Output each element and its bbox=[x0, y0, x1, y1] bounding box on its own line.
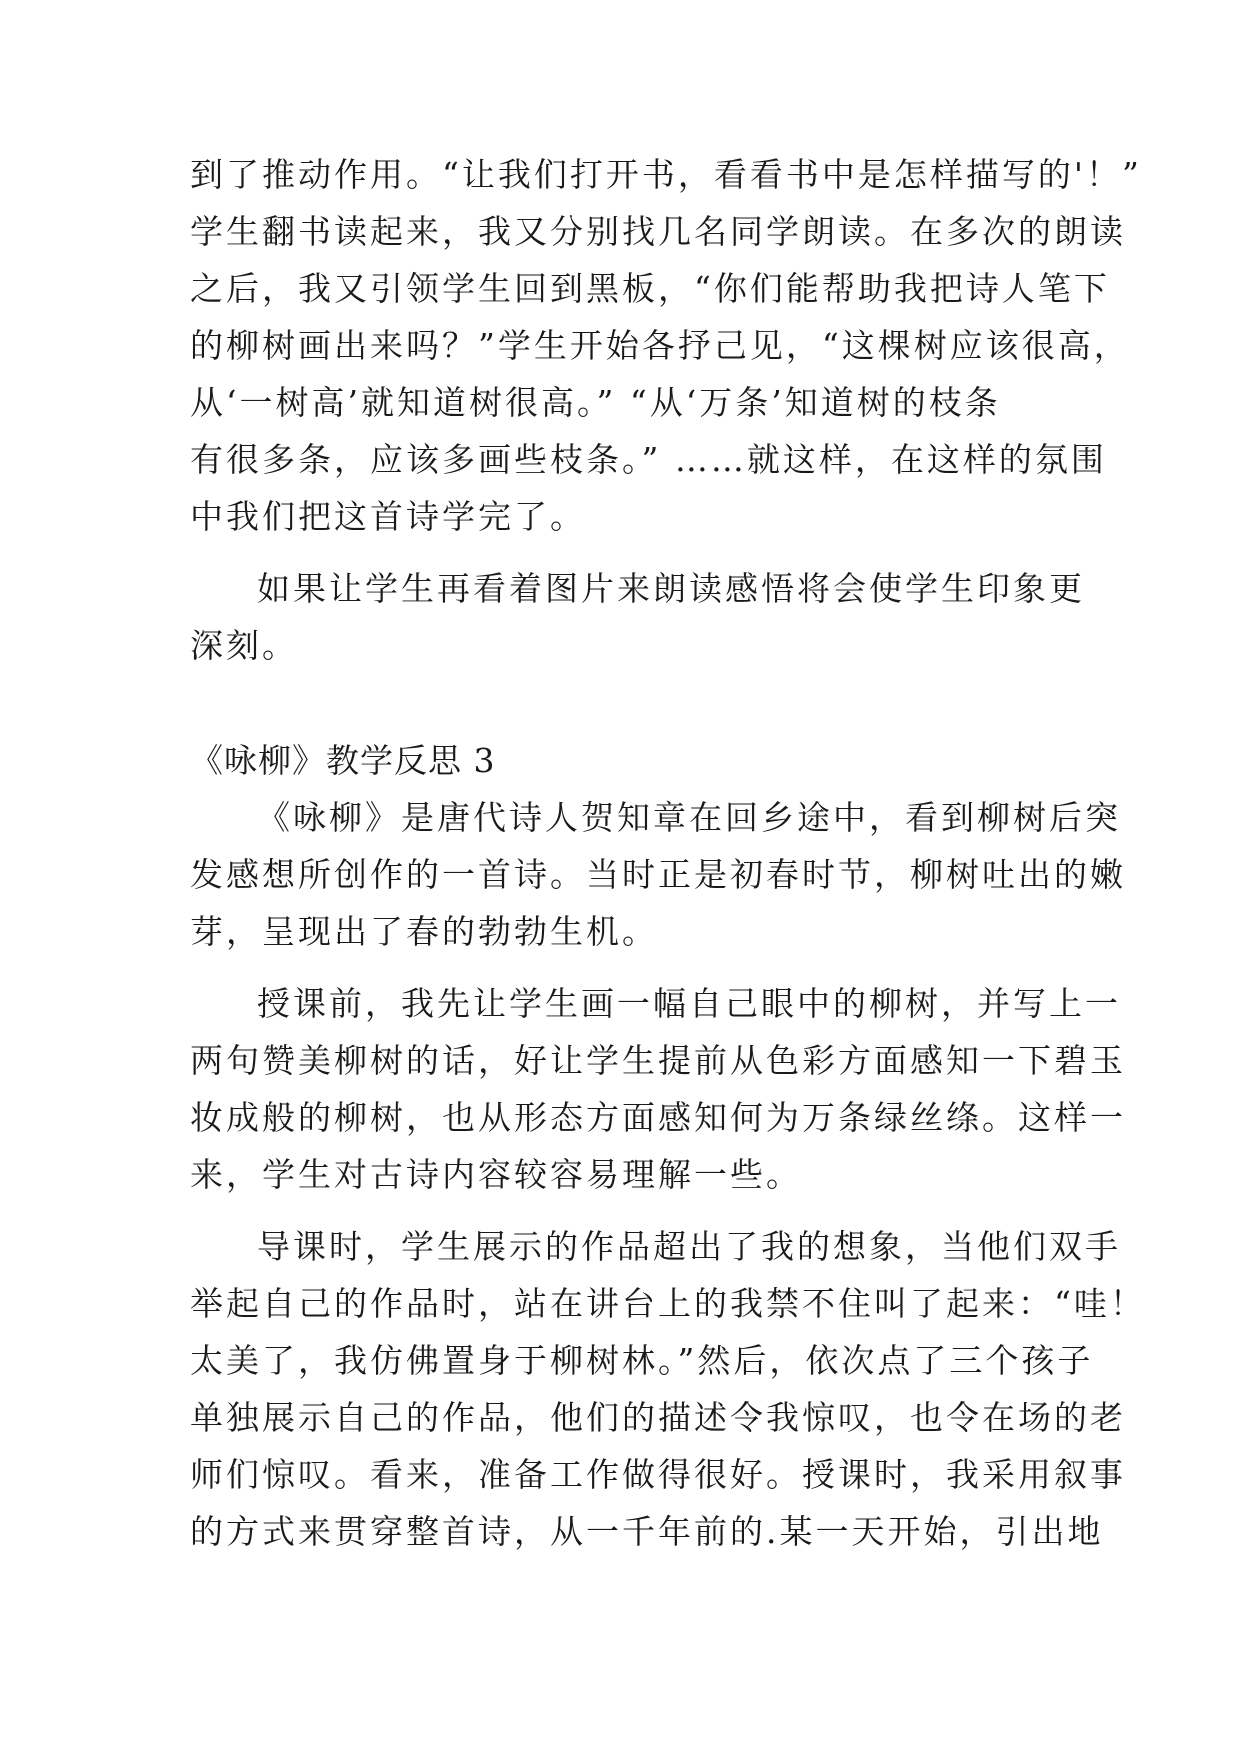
paragraph-line: 到了推动作用。“让我们打开书，看看书中是怎样描写的'！” bbox=[190, 155, 1142, 194]
paragraph-line: 师们惊叹。看来，准备工作做得很好。授课时，我采用叙事 bbox=[190, 1455, 1126, 1494]
paragraph-line: 从‘一树高’就知道树很高。” “从‘万条’知道树的枝条 bbox=[190, 383, 1001, 422]
paragraph-line: 芽，呈现出了春的勃勃生机。 bbox=[190, 912, 658, 951]
paragraph-line: 太美了，我仿佛置身于柳树林。”然后，依次点了三个孩子 bbox=[190, 1341, 1094, 1380]
paragraph-line: 两句赞美柳树的话，好让学生提前从色彩方面感知一下碧玉 bbox=[190, 1041, 1126, 1080]
paragraph-line: 之后，我又引领学生回到黑板，“你们能帮助我把诗人笔下 bbox=[190, 269, 1110, 308]
paragraph-line: 有很多条，应该多画些枝条。” ……就这样，在这样的氛围 bbox=[190, 440, 1107, 479]
paragraph-line: 举起自己的作品时，站在讲台上的我禁不住叫了起来：“哇！ bbox=[190, 1284, 1146, 1323]
paragraph-line: 授课前，我先让学生画一幅自己眼中的柳树，并写上一 bbox=[257, 984, 1121, 1023]
paragraph-line: 如果让学生再看着图片来朗读感悟将会使学生印象更 bbox=[257, 569, 1085, 608]
section-heading: 《咏柳》教学反思 3 bbox=[190, 741, 496, 780]
paragraph-line: 的方式来贯穿整首诗，从一千年前的.某一天开始，引出地 bbox=[190, 1512, 1104, 1551]
paragraph-line: 的柳树画出来吗？”学生开始各抒己见，“这棵树应该很高， bbox=[190, 326, 1130, 365]
paragraph-line: 导课时，学生展示的作品超出了我的想象，当他们双手 bbox=[257, 1227, 1121, 1266]
paragraph-line: 来，学生对古诗内容较容易理解一些。 bbox=[190, 1155, 802, 1194]
paragraph-line: 妆成般的柳树，也从形态方面感知何为万条绿丝绦。这样一 bbox=[190, 1098, 1126, 1137]
paragraph-line: 《咏柳》是唐代诗人贺知章在回乡途中，看到柳树后突 bbox=[257, 798, 1121, 837]
paragraph-line: 单独展示自己的作品，他们的描述令我惊叹，也令在场的老 bbox=[190, 1398, 1126, 1437]
paragraph-line: 学生翻书读起来，我又分别找几名同学朗读。在多次的朗读 bbox=[190, 212, 1126, 251]
paragraph-line: 发感想所创作的一首诗。当时正是初春时节，柳树吐出的嫩 bbox=[190, 855, 1126, 894]
paragraph-line: 深刻。 bbox=[190, 626, 298, 665]
paragraph-line: 中我们把这首诗学完了。 bbox=[190, 497, 586, 536]
